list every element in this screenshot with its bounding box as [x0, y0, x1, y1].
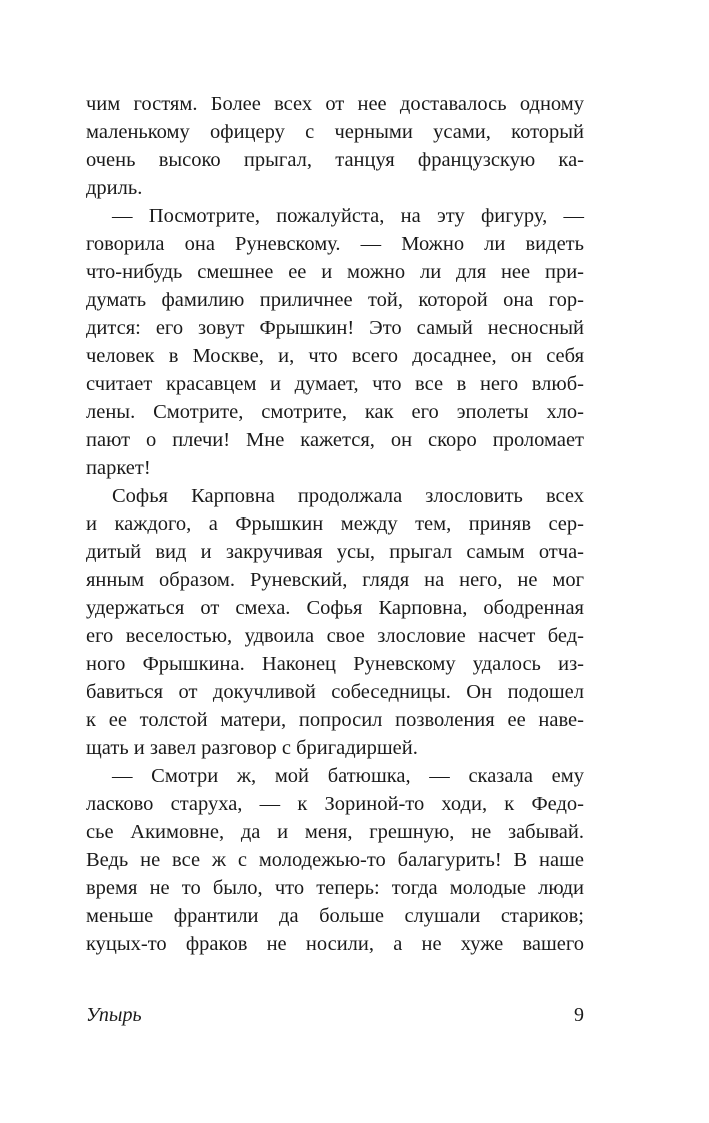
- text-line: считает красавцем и думает, что все в него влюб-: [86, 373, 584, 395]
- text-line: Ведь не все ж с молодежью-то балагурить! В наше: [86, 849, 584, 871]
- text-line: к ее толстой матери, попросил позволения ее наве-: [86, 709, 584, 731]
- text-line: бавиться от докучливой собеседницы. Он подошел: [86, 681, 584, 703]
- text-line: меньше франтили да больше слушали стариков;: [86, 905, 584, 927]
- text-line: лены. Смотрите, смотрите, как его эполеты хло-: [86, 401, 584, 423]
- text-line: чим гостям. Более всех от нее доставалось одному: [86, 93, 584, 115]
- text-line: думать фамилию приличнее той, которой она гор-: [86, 289, 584, 311]
- text-line: — Посмотрите, пожалуйста, на эту фигуру, —: [112, 205, 584, 227]
- text-line: куцых-то фраков не носили, а не хуже вашего: [86, 933, 584, 955]
- text-line: говорила она Руневскому. — Можно ли видеть: [86, 233, 584, 255]
- text-line: паркет!: [86, 457, 151, 479]
- text-line: щать и завел разговор с бригадиршей.: [86, 737, 418, 759]
- text-line: Софья Карповна продолжала злословить всех: [112, 485, 584, 507]
- text-line: время не то было, что теперь: тогда молодые люди: [86, 877, 584, 899]
- text-line: его веселостью, удвоила свое злословие насчет бед-: [86, 625, 584, 647]
- text-line: человек в Москве, и, что всего досаднее, он себя: [86, 345, 584, 367]
- text-line: ного Фрышкина. Наконец Руневскому удалось из-: [86, 653, 584, 675]
- running-title: Упырь: [86, 1004, 142, 1026]
- text-line: и каждого, а Фрышкин между тем, приняв сер-: [86, 513, 584, 535]
- text-line: дится: его зовут Фрышкин! Это самый несносный: [86, 317, 584, 339]
- text-line: ласково старуха, — к Зориной-то ходи, к Федо-: [86, 793, 584, 815]
- text-line: дриль.: [86, 177, 143, 199]
- text-line: янным образом. Руневский, глядя на него, не мог: [86, 569, 584, 591]
- text-line: пают о плечи! Мне кажется, он скоро проломает: [86, 429, 584, 451]
- text-line: — Смотри ж, мой батюшка, — сказала ему: [112, 765, 584, 787]
- text-line: удержаться от смеха. Софья Карповна, ободренная: [86, 597, 584, 619]
- text-line: что-нибудь смешнее ее и можно ли для нее при-: [86, 261, 584, 283]
- text-line: очень высоко прыгал, танцуя французскую ка-: [86, 149, 584, 171]
- text-line: сье Акимовне, да и меня, грешную, не забывай.: [86, 821, 584, 843]
- page-number: 9: [574, 1004, 584, 1026]
- body-text: [86, 90, 584, 958]
- text-line: маленькому офицеру с черными усами, который: [86, 121, 584, 143]
- text-line: дитый вид и закручивая усы, прыгал самым отча-: [86, 541, 584, 563]
